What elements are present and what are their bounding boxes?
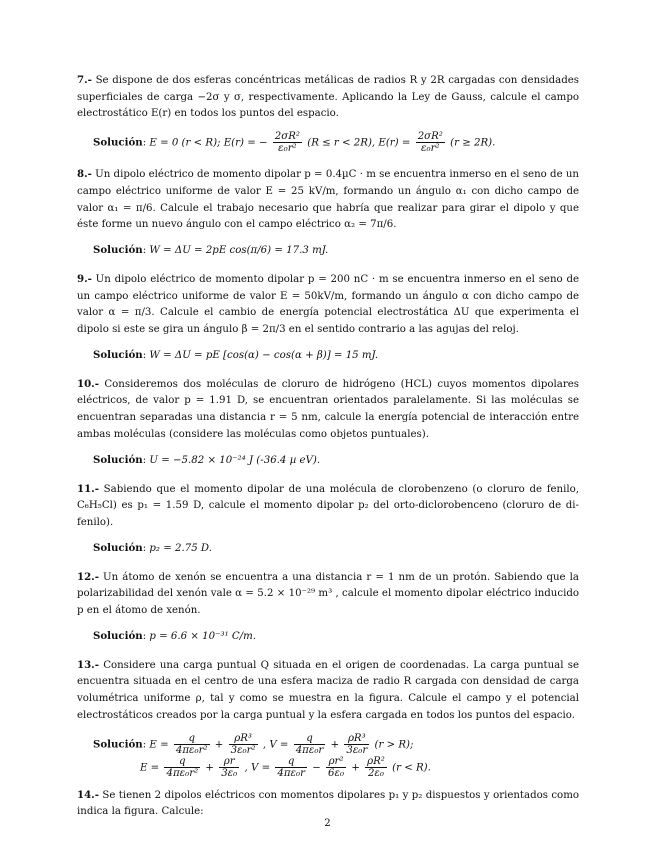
fraction xyxy=(229,733,258,756)
problem-text: Se dispone de dos esferas concéntricas metálicas de radios R y 2R cargadas con densidades superficiales de carga −2σ y σ, respectivamente. Aplicando la Ley de Gauss, calcule el campo electrostático E(r) en todos los puntos del espacio. xyxy=(77,75,579,120)
solution-text: E = xyxy=(140,762,160,774)
denominator: 4πε₀r xyxy=(295,744,324,756)
solution-line-2 xyxy=(140,756,579,779)
solution-text: W = ΔU = pE [cos(α) − cos(α + β)] = 15 mJ. xyxy=(149,349,379,361)
problem-number: 7.- xyxy=(77,74,92,86)
solution-8: Solución: W = ΔU = 2pE cos(π/6) = 17.3 mJ. xyxy=(93,243,329,256)
solution-text: p = 6.6 × 10⁻³¹ C/m. xyxy=(149,630,257,642)
problem-12 xyxy=(77,569,579,620)
problem-9 xyxy=(77,271,579,339)
problem-number: 10.- xyxy=(77,377,99,390)
numerator: ρR² xyxy=(367,755,385,767)
solution-text: E = xyxy=(149,739,169,751)
problem-13 xyxy=(77,657,579,725)
problem-text: Un átomo de xenón se encuentra a una distancia r = 1 nm de un protón. Sabiendo que la polarizabilidad del xenón vale α = 5.2 × 10⁻²⁹ m³ , calcule el momento dipolar eléctrico inducido p en el átomo de xenón. xyxy=(77,571,579,617)
denominator: 4πε₀r xyxy=(277,767,305,779)
solution-label: Solución xyxy=(93,348,143,361)
denominator: 2ε₀ xyxy=(367,767,384,779)
problem-text: Un dipolo eléctrico de momento dipolar p = 0.4µC · m se encuentra inmerso en el seno de un campo eléctrico uniforme de valor E = 25 kV/m, formando un ángulo α₁ con dicho campo de valor α₁ = π/6. Calcule el trabajo necesario que habría que realizar para girar el dipolo y que éste forme un nuevo ángulo con el campo eléctrico α₂ = 7π/6. xyxy=(77,169,579,231)
numerator: q xyxy=(164,756,200,768)
solution-text: (R ≤ r < 2R), E(r) = xyxy=(307,137,411,149)
solution-7: Solución: E = 0 (r < R); E(r) = − $\frac{\text{2σR²}}{\text{ε₀r²}}$ (R ≤ r < 2R), E(r) = $\frac{\text{2σR²}}{\text{ε₀r²}}$ (r ≥ 2R). xyxy=(93,131,496,155)
problem-number: 14.- xyxy=(77,788,99,801)
denominator: 3ε₀r xyxy=(346,744,368,756)
solution-text: , V = xyxy=(262,739,289,751)
fraction xyxy=(273,131,302,154)
solution-text: , V = xyxy=(244,762,271,774)
solution-text: U = −5.82 × 10⁻²⁴ J (-36.4 µ eV). xyxy=(149,454,321,466)
problem-number: 13.- xyxy=(77,658,99,671)
fraction xyxy=(174,733,210,756)
problem-text: Un dipolo eléctrico de momento dipolar p = 200 nC · m se encuentra inmerso en el seno de un campo eléctrico uniforme de valor E = 50kV/m, formando un ángulo α con dicho campo de valor α = π/3. Calcule el cambio de energía potencial electrostática ΔU que experimenta el dipolo si este se gira un ángulo β = 2π/3 en el sentido contrario a las agujas del reloj. xyxy=(77,273,579,336)
problem-14 xyxy=(77,787,579,821)
fraction xyxy=(416,131,445,154)
solution-text: W = ΔU = 2pE cos(π/6) = 17.3 mJ. xyxy=(149,244,329,256)
problem-text: Sabiendo que el momento dipolar de una molécula de clorobenzeno (o cloruro de fenilo, C₆H₅Cl) es p₁ = 1.59 D, calcule el momento dipolar p₂ del orto-diclorobenceno (cloruro de di-fenilo). xyxy=(77,483,579,528)
problem-number: 12.- xyxy=(77,570,99,583)
fraction xyxy=(219,756,239,779)
solution-12: Solución: p = 6.6 × 10⁻³¹ C/m. xyxy=(93,629,257,642)
numerator: q xyxy=(174,733,210,745)
fraction xyxy=(365,756,387,779)
solution-text: + xyxy=(214,739,224,751)
numerator: q xyxy=(275,756,307,768)
numerator: q xyxy=(294,733,326,745)
solution-text: + xyxy=(205,762,214,774)
solution-11: Solución: p₂ = 2.75 D. xyxy=(93,541,212,554)
denominator: 4πε₀r² xyxy=(175,744,208,756)
problem-text: Se tienen 2 dipolos eléctricos con momentos dipolares p₁ y p₂ dispuestos y orientados como indica la figura. Calcule: xyxy=(77,789,579,818)
solution-line-1: Solución: E = $\frac{q}{\text{4πε₀r²}}$ + $\frac{\text{ρR³}}{\text{3ε₀r²}}$ , V = $\frac{q}{\text{4πε₀r}}$ + $\frac{\text{ρR³}}{\text{3ε₀r}}$ (r > R); xyxy=(93,732,414,756)
fraction xyxy=(344,733,369,756)
solution-text: (r ≥ 2R). xyxy=(450,137,496,149)
numerator: 2σR² xyxy=(274,131,300,143)
solution-label: Solución xyxy=(93,136,143,149)
solution-10: Solución: U = −5.82 × 10⁻²⁴ J (-36.4 µ eV). xyxy=(93,453,321,466)
fraction xyxy=(275,756,307,779)
numerator: ρr xyxy=(219,756,239,768)
solution-text: + xyxy=(330,739,340,751)
numerator: ρr² xyxy=(326,756,346,768)
problem-number: 11.- xyxy=(77,482,99,495)
solution-text: − xyxy=(312,762,321,774)
solution-text: (r > R); xyxy=(374,739,414,751)
denominator: 3ε₀ xyxy=(221,767,238,779)
denominator: 6ε₀ xyxy=(328,767,345,779)
denominator: ε₀r² xyxy=(278,143,297,155)
solution-text: E = 0 (r < R); E(r) = − xyxy=(149,137,268,149)
numerator: ρR³ xyxy=(229,733,258,745)
solution-13 xyxy=(93,733,579,779)
fraction xyxy=(294,733,326,756)
denominator: 3ε₀r² xyxy=(230,744,256,756)
solution-label: Solución xyxy=(93,453,143,466)
solution-label: Solución xyxy=(93,243,143,256)
problem-7 xyxy=(77,72,579,123)
denominator: ε₀r² xyxy=(421,143,440,155)
solution-label: Solución xyxy=(93,629,143,642)
fraction xyxy=(326,756,346,779)
document-body xyxy=(77,72,579,821)
denominator: 4πε₀r² xyxy=(166,767,199,779)
fraction xyxy=(164,756,200,779)
solution-label: Solución xyxy=(93,738,143,751)
problem-8 xyxy=(77,166,579,234)
solution-label: Solución xyxy=(93,541,143,554)
problem-text: Consideremos dos moléculas de cloruro de hidrógeno (HCL) cuyos momentos dipolares eléctricos, de valor p = 1.91 D, se encuentran orientados paralelamente. Si las moléculas se encuentran separadas una distancia r = 5 nm, calcule la energía potencial de interacción entre ambas moléculas (considere las moléculas como objetos puntuales). xyxy=(77,378,579,440)
problem-11 xyxy=(77,481,579,532)
solution-text: p₂ = 2.75 D. xyxy=(149,542,212,554)
problem-number: 8.- xyxy=(77,168,92,181)
page-number: 2 xyxy=(324,818,331,829)
problem-10 xyxy=(77,376,579,444)
solution-9: Solución: W = ΔU = pE [cos(α) − cos(α + β)] = 15 mJ. xyxy=(93,348,379,361)
solution-text: + xyxy=(351,762,360,774)
solution-text: (r < R). xyxy=(392,762,431,774)
numerator: ρR³ xyxy=(344,733,369,745)
problem-number: 9.- xyxy=(77,272,92,285)
problem-text: Considere una carga puntual Q situada en el origen de coordenadas. La carga puntual se encuentra situada en el centro de una esfera maciza de radio R cargada con densidad de carga volumétrica uniforme ρ, tal y como se muestra en la figura. Calcule el campo y el potencial electrostáticos creados por la carga puntual y la esfera cargada en todos los puntos del espacio. xyxy=(77,659,579,721)
numerator: 2σR² xyxy=(417,131,443,143)
